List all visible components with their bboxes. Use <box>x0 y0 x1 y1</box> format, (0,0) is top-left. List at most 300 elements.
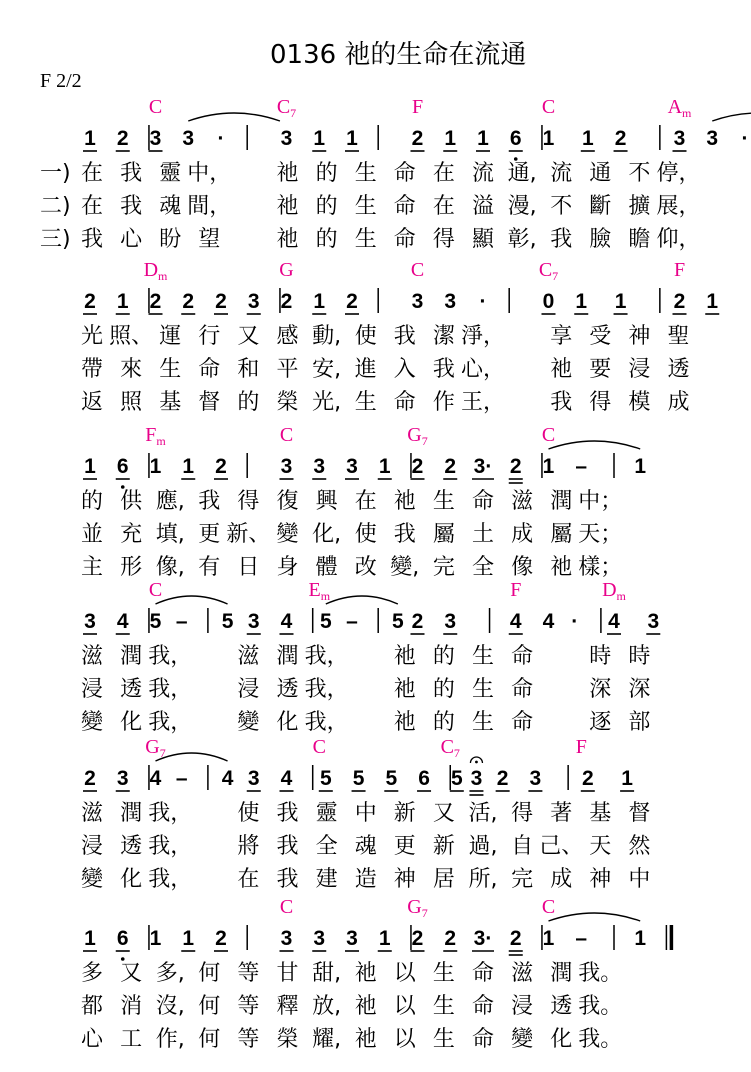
note: – <box>175 767 188 790</box>
note: 0 <box>542 290 555 313</box>
lyric-char: 祂 <box>276 194 299 219</box>
lyric-char: 像, <box>155 555 185 580</box>
lyric-char: 我 <box>550 227 573 252</box>
lyric-char: 命 <box>471 994 495 1019</box>
lyric-char: 我， <box>148 834 193 859</box>
note: 1 <box>575 290 588 313</box>
note: 2 <box>509 455 522 478</box>
note: 1 <box>477 127 489 150</box>
lyric-char: 造 <box>354 867 377 892</box>
chord-symbol: C <box>410 259 425 281</box>
lyric-char: 在 <box>354 489 377 514</box>
lyric-char: 祂 <box>550 555 573 580</box>
lyric-char: 在 <box>80 161 104 186</box>
lyric-char: 像 <box>511 555 534 580</box>
lyric-char: 耀, <box>312 1027 342 1052</box>
lyric-char: 己、 <box>539 834 584 859</box>
lyric-char: 天 <box>589 834 612 859</box>
lyric-char: 行 <box>198 324 221 349</box>
lyric-char: 以 <box>393 961 416 986</box>
lyric-char: 我 <box>550 390 573 415</box>
note: 1 <box>149 455 162 478</box>
lyric-char: 感 <box>276 324 299 349</box>
note: 1 <box>116 290 129 313</box>
lyric-char: 過, <box>468 834 498 859</box>
lyric-char: 透 <box>550 994 573 1019</box>
lyric-char: 化 <box>120 710 143 735</box>
lyric-char: 照 <box>120 390 143 415</box>
lyric-char: 成 <box>550 867 573 892</box>
lyric-char: 祂 <box>276 161 299 186</box>
note: 3 <box>470 767 483 790</box>
note: 1 <box>313 290 326 313</box>
chord-symbol: $D_m$ <box>602 579 626 603</box>
lyric-char: 擴 <box>628 194 651 219</box>
lyric-char: 體 <box>315 555 338 580</box>
lyric-char: 督 <box>628 801 651 826</box>
lyric-char: 屬 <box>432 522 455 547</box>
note: 2 <box>581 767 594 790</box>
lyric-char: 魂 <box>159 194 182 219</box>
lyric-char: 然 <box>628 834 651 859</box>
note: 1 <box>346 127 358 150</box>
note: 3 <box>673 127 686 150</box>
lyric-char: 變 <box>80 710 104 735</box>
note: 5 <box>352 767 365 790</box>
lyric-char: 著 <box>550 801 573 826</box>
note: 1 <box>542 455 555 478</box>
lyric-char: 潔 <box>432 324 455 349</box>
lyric-char: 瞻 <box>628 227 651 252</box>
chord-symbol: $F_m$ <box>145 424 166 448</box>
chord-symbol: C <box>148 579 163 601</box>
lyric-char: 形 <box>120 555 143 580</box>
lyric-char: 生 <box>471 710 495 735</box>
chord-symbol: $D_m$ <box>143 259 168 283</box>
lyric-char: 斷 <box>589 194 612 219</box>
note: 3 <box>346 455 358 478</box>
lyric-char: 我。 <box>578 961 623 986</box>
chord-symbol: C <box>279 424 294 446</box>
lyric-char: 得 <box>237 489 260 514</box>
lyric-char: 盼 <box>159 227 182 252</box>
lyric-char: 消 <box>120 994 143 1019</box>
fermata-dot <box>475 761 478 764</box>
note: 1 <box>378 927 391 950</box>
lyric-char: 潤 <box>120 644 143 669</box>
lyric-char: 命 <box>471 961 495 986</box>
lyric-char: 要 <box>589 357 612 382</box>
lyric-char: 生 <box>432 1027 455 1052</box>
lyric-char: 模 <box>628 390 651 415</box>
note: – <box>175 610 188 633</box>
lyric-char: 成 <box>511 522 534 547</box>
lyric-char: 神 <box>393 867 416 892</box>
note: 4 <box>509 610 522 633</box>
note: 2 <box>215 455 227 478</box>
lyric-char: 變 <box>276 522 299 547</box>
chord-symbol: F <box>411 96 424 118</box>
lyric-char: 心 <box>120 227 143 252</box>
lyric-char: 在 <box>237 867 260 892</box>
note: 1 <box>378 455 391 478</box>
lyric-char: 時 <box>589 644 612 669</box>
chord-symbol: $G_7$ <box>407 424 428 448</box>
note: · <box>479 290 487 313</box>
lyric-char: 生 <box>354 227 377 252</box>
lyric-char: 生 <box>432 994 455 1019</box>
lyric-char: 浸 <box>237 677 260 702</box>
note: 1 <box>542 127 555 150</box>
lyric-char: 以 <box>393 994 416 1019</box>
lyric-char: 滋 <box>237 644 260 669</box>
note: 4 <box>542 610 555 633</box>
lyric-char: 並 <box>80 522 104 547</box>
note: 1 <box>84 927 96 950</box>
lyric-char: 心， <box>460 357 506 382</box>
lyric-char: 潤 <box>276 644 299 669</box>
lyric-char: 潤 <box>550 961 573 986</box>
lyric-char: 透 <box>120 677 143 702</box>
lyric-char: 命 <box>471 489 495 514</box>
lyric-char: 釋 <box>276 994 299 1019</box>
note: 2 <box>84 767 96 790</box>
note: 5 <box>319 767 332 790</box>
lyric-char: 享 <box>550 324 573 349</box>
lyric-char: 新 <box>432 834 455 859</box>
lyric-char: 變 <box>511 1027 534 1052</box>
lyric-char: 得 <box>589 390 612 415</box>
lyric-char: 天； <box>578 522 623 547</box>
lyric-char: 樣； <box>578 555 623 580</box>
note: 2 <box>444 455 457 478</box>
tie-arc <box>156 753 228 761</box>
lyric-char: 中 <box>628 867 651 892</box>
note: 3 <box>116 767 129 790</box>
note: 2 <box>84 290 96 313</box>
lyric-char: 屬 <box>550 522 573 547</box>
lyric-char: 不 <box>628 161 651 186</box>
lyric-char: 部 <box>628 710 651 735</box>
note: 5 <box>392 610 404 633</box>
hymn-title: 0136 祂的生命在流通 <box>270 40 527 70</box>
lyric-char: 光 <box>80 324 104 349</box>
lyric-char: 我， <box>304 677 349 702</box>
chord-symbol: F <box>575 736 587 758</box>
lyric-char: 臉 <box>589 227 612 252</box>
note: 6 <box>116 455 129 478</box>
lyric-char: 潤 <box>120 801 143 826</box>
lyric-char: 生 <box>432 489 455 514</box>
lyric-char: 生 <box>471 644 495 669</box>
lyric-char: 我 <box>198 489 221 514</box>
note: – <box>346 610 358 633</box>
lyric-char: 來 <box>120 357 143 382</box>
lyric-char: 新 <box>393 801 416 826</box>
tie-arc <box>549 913 641 921</box>
chord-symbol: $A_m$ <box>667 96 692 120</box>
lyric-char: 復 <box>276 489 299 514</box>
lyric-char: 命 <box>393 161 416 186</box>
note: 3 <box>346 927 358 950</box>
note: 2 <box>116 127 129 150</box>
lyric-char: 命 <box>511 710 534 735</box>
lyric-char: 變 <box>237 710 260 735</box>
lyric-char: 填, <box>155 522 185 547</box>
lyric-char: 使 <box>354 522 377 547</box>
lyric-char: 時 <box>628 644 651 669</box>
lyric-char: 更 <box>393 834 416 859</box>
note: 5 <box>221 610 234 633</box>
lyric-char: 溢 <box>471 194 495 219</box>
lyric-char: 使 <box>354 324 377 349</box>
lyric-char: 在 <box>432 194 455 219</box>
note: 4 <box>149 767 162 790</box>
lyric-char: 甜, <box>312 961 342 986</box>
lyric-char: 主 <box>80 555 104 580</box>
note: 4 <box>280 767 293 790</box>
note: 2 <box>215 927 227 950</box>
note: 1 <box>581 127 594 150</box>
note: 5 <box>385 767 398 790</box>
note: 2 <box>215 290 227 313</box>
note: 6 <box>509 127 522 150</box>
lyric-char: 我 <box>80 227 104 252</box>
chord-symbol: C <box>541 424 556 446</box>
lyric-char: 展， <box>656 194 701 219</box>
lyric-char: 命 <box>393 390 416 415</box>
note: 3 <box>280 455 293 478</box>
lyric-char: 進 <box>354 357 377 382</box>
note: 2 <box>614 127 627 150</box>
lyric-char: 間， <box>187 194 232 219</box>
lyric-char: 全 <box>471 555 495 580</box>
lyric-char: 淨， <box>460 324 506 349</box>
lyric-char: 魂 <box>354 834 377 859</box>
lyric-char: 何 <box>198 994 221 1019</box>
note: 2 <box>411 127 424 150</box>
lyric-char: 多 <box>80 961 104 986</box>
lyric-char: 光, <box>312 390 342 415</box>
lyric-char: 滋 <box>80 801 104 826</box>
lyric-char: 顯 <box>471 227 495 252</box>
note: 3 <box>247 610 260 633</box>
note: 2 <box>411 610 424 633</box>
lyric-char: 在 <box>432 161 455 186</box>
lyric-char: 通, <box>507 161 537 186</box>
note: 3 <box>444 290 457 313</box>
note: · <box>217 127 225 150</box>
note: 1 <box>706 290 719 313</box>
note: – <box>575 927 588 950</box>
lyric-char: 又 <box>432 801 455 826</box>
note: 4 <box>116 610 129 633</box>
lyric-char: 滋 <box>80 644 104 669</box>
lyric-char: 命 <box>511 644 534 669</box>
lyric-char: 不 <box>550 194 573 219</box>
lyric-char: 應, <box>155 489 185 514</box>
note: 2 <box>496 767 509 790</box>
note: 2 <box>673 290 686 313</box>
lyric-char: 停， <box>656 161 701 186</box>
note: 4 <box>221 767 234 790</box>
lyric-char: 的 <box>432 677 455 702</box>
lyric-char: 心 <box>80 1027 104 1052</box>
verse-number: 一) <box>40 161 71 186</box>
lyric-char: 安, <box>312 357 342 382</box>
lyric-char: 命 <box>198 357 221 382</box>
note: 3 <box>313 927 326 950</box>
lyric-char: 我 <box>393 522 416 547</box>
lyric-char: 滋 <box>511 961 534 986</box>
lyric-char: 神 <box>628 324 651 349</box>
lyric-char: 入 <box>393 357 416 382</box>
chord-symbol: C <box>279 896 294 918</box>
lyric-char: 建 <box>315 867 338 892</box>
lyric-char: 潤 <box>550 489 573 514</box>
chord-symbol: $C_7$ <box>538 259 559 283</box>
lyric-char: 帶 <box>80 357 104 382</box>
lyric-char: 我 <box>276 867 299 892</box>
lyric-char: 充 <box>120 522 143 547</box>
chord-symbol: $G_7$ <box>407 896 428 920</box>
lyric-char: 改 <box>354 555 377 580</box>
note: 3 <box>247 767 260 790</box>
lyric-char: 的 <box>315 161 338 186</box>
lyric-char: 我 <box>432 357 455 382</box>
lyric-char: 沒, <box>155 994 185 1019</box>
lyric-char: 榮 <box>276 390 299 415</box>
lyric-char: 和 <box>237 357 260 382</box>
lyric-char: 祂 <box>393 677 416 702</box>
lyric-char: 生 <box>354 161 377 186</box>
lyric-char: 平 <box>276 357 299 382</box>
lyric-char: 我， <box>148 867 193 892</box>
lyric-char: 命 <box>511 677 534 702</box>
lyric-char: 全 <box>315 834 338 859</box>
lyric-char: 又 <box>237 324 260 349</box>
lyric-char: 我。 <box>578 1027 623 1052</box>
lyric-char: 我 <box>276 834 299 859</box>
lyric-char: 我， <box>148 801 193 826</box>
key-signature: F 2/2 <box>40 70 82 92</box>
lyric-char: 祂 <box>393 489 416 514</box>
lyric-char: 基 <box>159 390 182 415</box>
note: 1 <box>634 455 647 478</box>
lyric-char: 生 <box>354 390 377 415</box>
note: 1 <box>149 927 162 950</box>
chord-symbol: C <box>148 96 163 118</box>
lyric-char: 逐 <box>589 710 612 735</box>
lyric-char: 浸 <box>511 994 534 1019</box>
lyric-char: 望 <box>198 227 221 252</box>
lyric-char: 動, <box>312 324 342 349</box>
lyric-char: 祂 <box>550 357 573 382</box>
chord-symbol: F <box>673 259 686 281</box>
lyric-char: 的 <box>315 227 338 252</box>
lyric-char: 命 <box>471 1027 495 1052</box>
note: 3 <box>706 127 719 150</box>
lyric-char: 祂 <box>354 1027 377 1052</box>
lyric-char: 中， <box>187 161 232 186</box>
lyric-char: 日 <box>237 555 260 580</box>
lyric-char: 放, <box>312 994 342 1019</box>
verse-number: 二) <box>40 194 71 219</box>
lyric-char: 甘 <box>276 961 299 986</box>
lyric-char: 聖 <box>667 324 690 349</box>
note: 2 <box>411 927 424 950</box>
chord-symbol: C <box>541 96 556 118</box>
note: 3 <box>411 290 424 313</box>
lyric-char: 作, <box>155 1027 185 1052</box>
lyric-char: 等 <box>237 961 260 986</box>
lyric-char: 祂 <box>393 644 416 669</box>
lyric-char: 都 <box>80 994 104 1019</box>
lyric-char: 的 <box>432 644 455 669</box>
lyric-char: 榮 <box>276 1027 299 1052</box>
lyric-char: 自 <box>511 834 534 859</box>
lyric-char: 透 <box>276 677 299 702</box>
note: 4 <box>608 610 620 633</box>
lyric-char: 得 <box>432 227 455 252</box>
lyric-char: 生 <box>471 677 495 702</box>
note: 1 <box>182 927 195 950</box>
lyric-char: 流 <box>471 161 495 186</box>
note: 1 <box>182 455 195 478</box>
note: 3 <box>444 610 457 633</box>
note: 1 <box>444 127 457 150</box>
lyric-char: 運 <box>159 324 182 349</box>
lyric-char: 的 <box>315 194 338 219</box>
lyric-char: 化 <box>276 710 299 735</box>
lyric-char: 將 <box>237 834 260 859</box>
lyric-char: 王， <box>460 390 506 415</box>
lyric-char: 祂 <box>354 961 377 986</box>
lyric-char: 又 <box>120 961 143 986</box>
lyric-char: 生 <box>354 194 377 219</box>
lyric-char: 流 <box>550 161 573 186</box>
lyric-char: 命 <box>393 194 416 219</box>
lyric-char: 命 <box>393 227 416 252</box>
lyric-char: 供 <box>120 489 143 514</box>
lyric-char: 更 <box>198 522 221 547</box>
lyric-char: 神 <box>589 867 612 892</box>
lyric-char: 化 <box>120 867 143 892</box>
lyric-char: 浸 <box>628 357 651 382</box>
chord-symbol: $C_7$ <box>440 736 460 760</box>
lyric-char: 我， <box>148 677 193 702</box>
lyric-char: 我 <box>120 161 143 186</box>
lyric-char: 祂 <box>276 227 299 252</box>
note: 3· <box>473 455 493 478</box>
lyric-char: 仰， <box>656 227 701 252</box>
tie-arc <box>712 113 751 121</box>
lyric-char: 身 <box>276 555 299 580</box>
lyric-char: 化 <box>550 1027 573 1052</box>
note: · <box>741 127 749 150</box>
lyric-char: 漫, <box>507 194 537 219</box>
lyric-char: 得 <box>511 801 534 826</box>
note: 3· <box>473 927 493 950</box>
note: 3 <box>182 127 195 150</box>
lyric-char: 浸 <box>80 677 104 702</box>
lyric-char: 完 <box>432 555 455 580</box>
lyric-char: 變 <box>80 867 104 892</box>
note: 1 <box>614 290 627 313</box>
note: 2 <box>411 455 424 478</box>
note: 3 <box>280 927 293 950</box>
tie-arc <box>188 113 280 121</box>
